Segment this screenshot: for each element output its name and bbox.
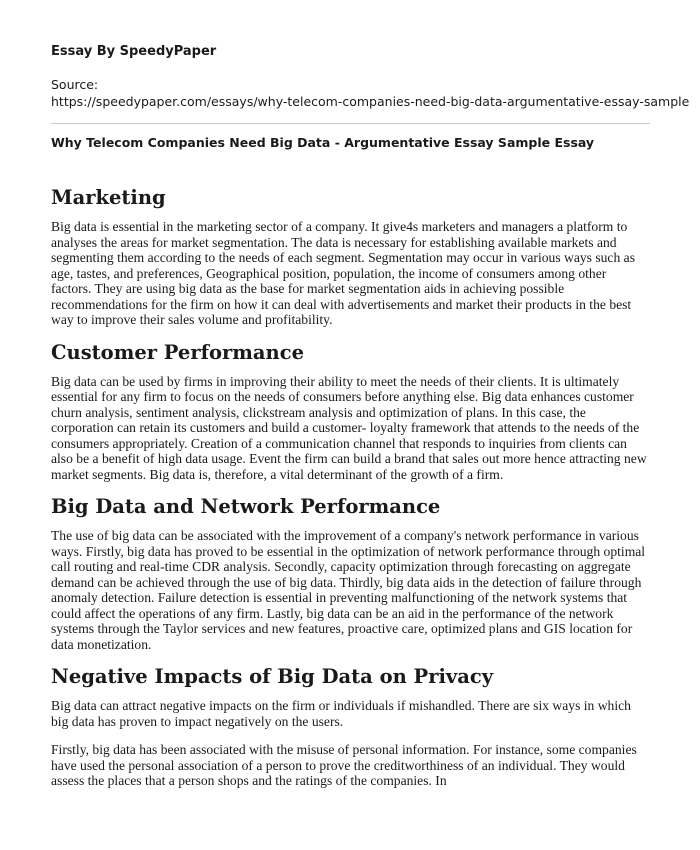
section-heading: Negative Impacts of Big Data on Privacy <box>51 665 494 688</box>
section-heading: Customer Performance <box>51 340 305 364</box>
section-privacy-impacts <box>51 665 650 789</box>
section-paragraph: The use of big data can be associated with the improvement of a company's network performance in various ways. Firstly, big data has proved to be essential in the optimization of network performance through optimal call routing and real-time CDR analysis. Secondly, capacity optimization through forecasting on aggregate demand can be achieved through the use of big data. Thirdly, big data aids in the detection of failure through anomaly detection. Failure detection is essential in preventing malfunctioning of the network systems that could affect the operations of any firm. Lastly, big data can be an aid in the performance of the network systems through the Taylor services and new features, proactive care, optimized plans and GIS location for data monetization. <box>51 528 646 652</box>
document-title: Why Telecom Companies Need Big Data - Argumentative Essay Sample Essay <box>51 135 595 150</box>
source-label: Source: <box>51 77 99 92</box>
section-paragraph: Big data is essential in the marketing sector of a company. It give4s marketers and managers a platform to analyses the areas for market segmentation. The data is necessary for establishing available markets and segmenting them according to the needs of each segment. Segmentation may occur in various ways such as age, tastes, and preferences, Geographical position, population, the income of consumers among other factors. They are using big data as the base for market segmentation aids in achieving possible recommendations for the firm on how it can deal with advertisements and market their products in the best way to improve their sales volume and profitability. <box>51 219 635 327</box>
section-marketing <box>51 186 650 328</box>
header-divider <box>51 123 650 124</box>
section-customer-performance <box>51 341 650 483</box>
section-paragraph: Big data can attract negative impacts on the firm or individuals if mishandled. There are six ways in which big data has proven to impact negatively on the users. <box>51 698 631 729</box>
section-network-performance <box>51 495 650 652</box>
section-paragraph: Firstly, big data has been associated with the misuse of personal information. For instance, some companies have used the personal association of a person to prove the creditworthiness of an individual. They would assess the places that a person shops and the ratings of the companies. In <box>51 742 637 788</box>
section-paragraph: Big data can be used by firms in improving their ability to meet the needs of their clients. It is ultimately essential for any firm to focus on the needs of consumers before anything else. Big data enhances customer churn analysis, sentiment analysis, clickstream analysis and optimization of plans. In this case, the corporation can retain its customers and build a customer- loyalty framework that attends to the needs of the consumers appropriately. Creation of a communication channel that responds to inquiries from clients can also be a benefit of high data usage. Event the firm can build a brand that sales out more hence attracting new market segments. Big data is, therefore, a vital determinant of the growth of a firm. <box>51 373 647 482</box>
brand-label: Essay By SpeedyPaper <box>51 44 217 59</box>
section-heading: Marketing <box>51 186 166 209</box>
source-url[interactable]: https://speedypaper.com/essays/why-telecom-companies-need-big-data-argumentative-essay-sample <box>51 94 690 109</box>
section-heading: Big Data and Network Performance <box>51 495 441 518</box>
